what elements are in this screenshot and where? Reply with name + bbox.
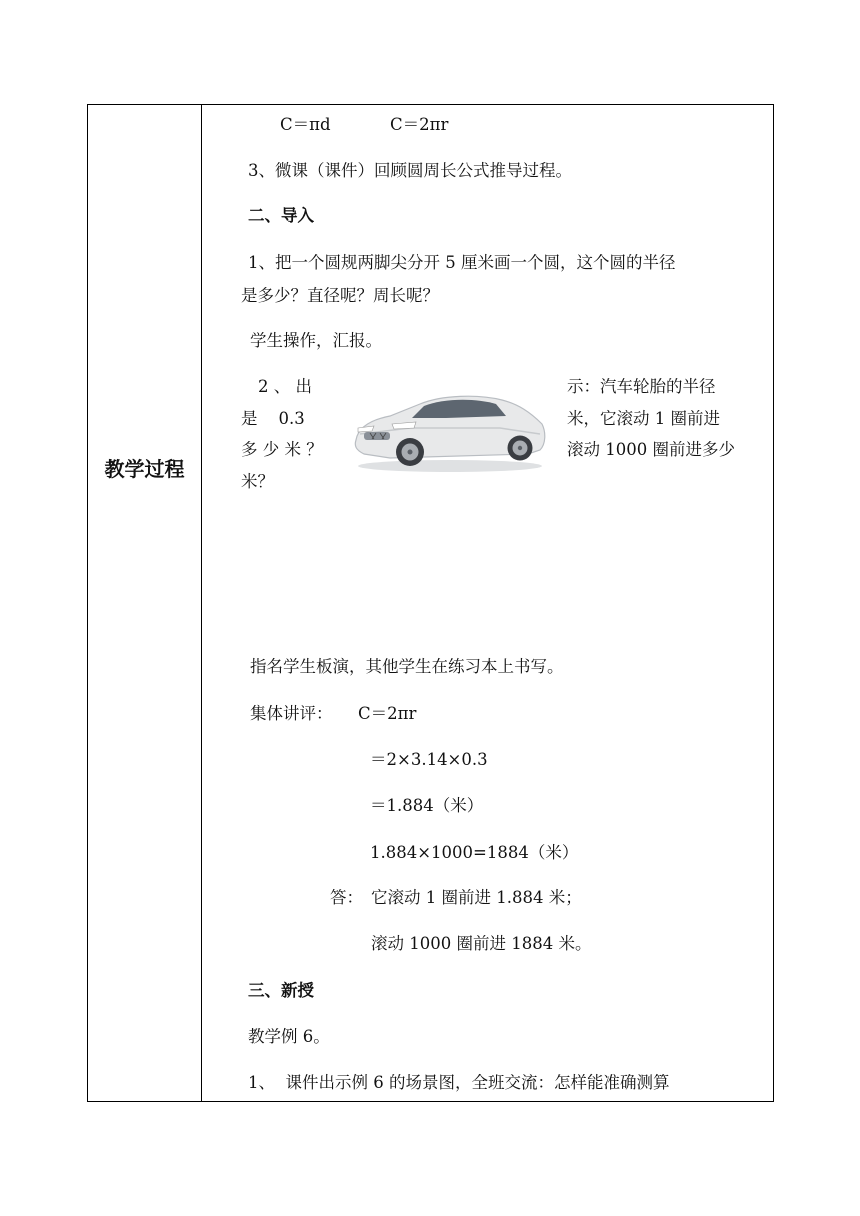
left-column: [88, 105, 202, 1101]
example-line: 教学例 6。: [248, 1027, 330, 1046]
calc-line: 1.884×1000=1884（米）: [370, 843, 579, 862]
section-title: 二、导入: [248, 206, 314, 225]
question-line: 是 0.3: [241, 409, 305, 428]
question-line: 1、把一个圆规两脚尖分开 5 厘米画一个圆，这个圆的半径: [248, 253, 676, 272]
question-line: 米？: [241, 472, 274, 491]
formula-c-2pi-r: C＝2πr: [390, 115, 449, 134]
question-line: 滚动 1000 圈前进多少: [567, 440, 735, 459]
calc-line: C＝2πr: [358, 704, 417, 723]
question-line: 是多少？直径呢？周长呢？: [241, 286, 439, 305]
review-step: 3、微课（课件）回顾圆周长公式推导过程。: [248, 161, 572, 180]
calc-line: ＝2×3.14×0.3: [370, 750, 488, 769]
calc-line: ＝1.884（米）: [370, 796, 484, 815]
answer-line: 它滚动 1 圈前进 1.884 米；: [371, 888, 582, 907]
question-line: 示：汽车轮胎的半径: [567, 377, 716, 396]
question-line: 2 、 出: [258, 377, 312, 396]
question-line: 米，它滚动 1 圈前进: [567, 409, 720, 428]
students-report: 学生操作，汇报。: [250, 331, 382, 350]
question-line: 多 少 米 ？: [241, 440, 323, 459]
collective-label: 集体讲评：: [250, 704, 333, 723]
answer-line: 滚动 1000 圈前进 1884 米。: [371, 934, 592, 953]
section-title: 三、新授: [248, 981, 314, 1000]
car-image: [350, 388, 548, 474]
answer-label: 答：: [330, 888, 363, 907]
row-label: 教学过程: [104, 457, 185, 481]
board-demo: 指名学生板演，其他学生在练习本上书写。: [250, 657, 564, 676]
step-line: 1、 课件出示例 6 的场景图，全班交流：怎样能准确测算: [248, 1073, 670, 1092]
formula-c-pi-d: C＝πd: [280, 115, 331, 134]
